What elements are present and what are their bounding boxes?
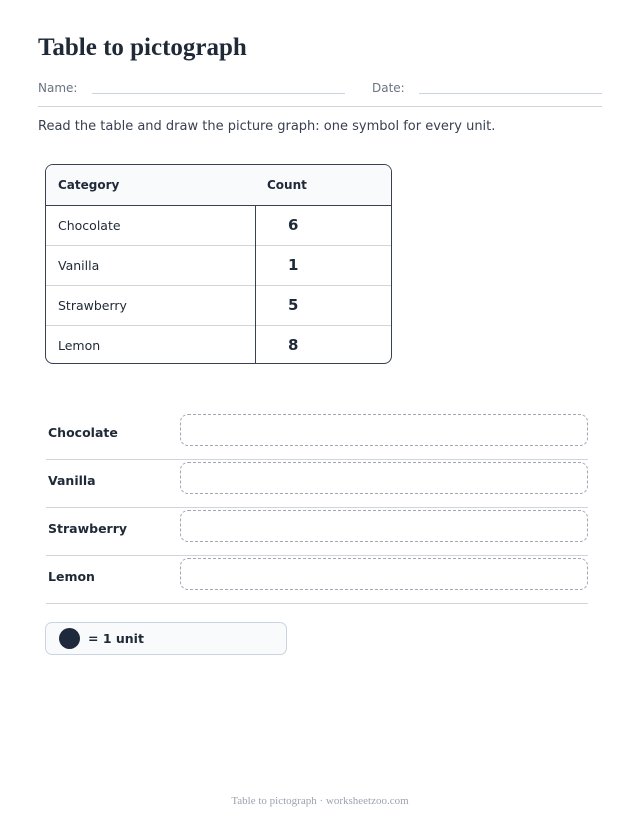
row-count: 5: [288, 296, 299, 314]
table-row: [46, 206, 391, 246]
header-count: Count: [267, 178, 307, 192]
name-label: Name:: [38, 81, 78, 95]
row-count: 1: [288, 256, 299, 274]
pictograph-row: [46, 507, 588, 556]
row-category: Vanilla: [58, 258, 100, 273]
pictograph-row: [46, 411, 588, 460]
table-row: [46, 286, 391, 326]
data-table: [45, 164, 392, 364]
filled-circle-icon: [59, 628, 80, 649]
row-category: Lemon: [58, 338, 101, 353]
row-count: 8: [288, 336, 299, 354]
pictograph-drawing-area[interactable]: [180, 510, 588, 542]
date-line[interactable]: [419, 93, 602, 94]
pictograph-drawing-area[interactable]: [180, 462, 588, 494]
date-label: Date:: [372, 81, 405, 95]
table-row: [46, 326, 391, 364]
pictograph-row-label: Chocolate: [48, 425, 118, 440]
pictograph-row-label: Strawberry: [48, 521, 128, 536]
pictograph-drawing-area[interactable]: [180, 558, 588, 590]
table-header: [46, 165, 391, 206]
pictograph-drawing-area[interactable]: [180, 414, 588, 446]
column-divider: [255, 205, 256, 363]
pictograph-row-label: Vanilla: [48, 473, 96, 488]
pictograph-row-label: Lemon: [48, 569, 95, 584]
name-line[interactable]: [92, 93, 345, 94]
table-row: [46, 246, 391, 286]
name-date-row: [38, 80, 602, 107]
legend: [45, 622, 287, 655]
pictograph-row: [46, 555, 588, 604]
row-category: Chocolate: [58, 218, 121, 233]
pictograph-row: [46, 459, 588, 508]
legend-text: = 1 unit: [88, 631, 144, 646]
footer: Table to pictograph · worksheetzoo.com: [231, 795, 409, 807]
header-category: Category: [58, 178, 120, 192]
instructions: Read the table and draw the picture graph: one symbol for every unit.: [38, 119, 496, 134]
row-category: Strawberry: [58, 298, 127, 313]
row-count: 6: [288, 216, 299, 234]
page-title: Table to pictograph: [38, 34, 247, 61]
